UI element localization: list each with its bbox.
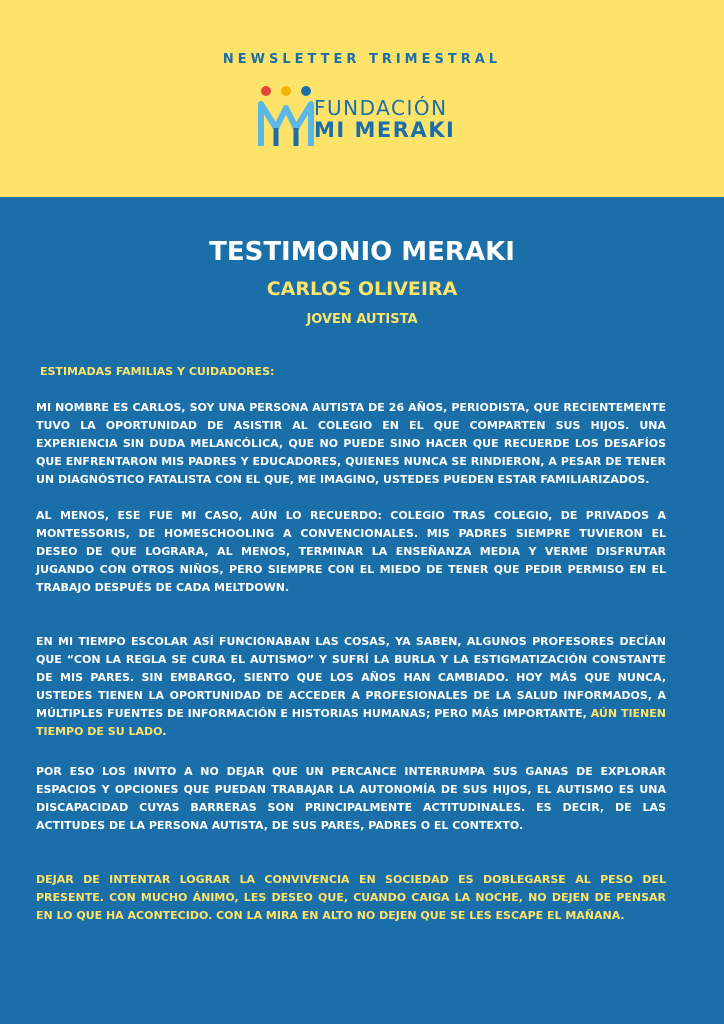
newsletter-label: NEWSLETTER TRIMESTRAL xyxy=(222,52,502,67)
foundation-logo xyxy=(258,84,478,150)
closing-paragraph: DEJAR DE INTENTAR LOGRAR LA CONVIVENCIA EN SOCIEDAD ES DOBLEGARSE AL PESO DEL PRESENTE. CON MUCHO ÁNIMO, LES DESEO QUE, CUANDO CAIGA LA NOCHE, NO DEJEN DE PENSAR EN LO QUE HA ACONTECIDO. CON LA MIRA EN ALTO NO DEJEN QUE SE LES ESCAPE EL MAÑANA. xyxy=(36,873,666,922)
meraki-logo-icon xyxy=(258,84,314,150)
paragraph-1: MI NOMBRE ES CARLOS, SOY UNA PERSONA AUTISTA DE 26 AÑOS, PERIODISTA, QUE RECIENTEMENTE TUVO LA OPORTUNIDAD DE ASISTIR AL COLEGIO EN EL QUE COMPARTEN SUS HIJOS. UNA EXPERIENCIA SIN DUDA MELANCÓLICA, QUE NO PUEDE SINO HACER QUE RECUERDE LOS DESAFÍOS QUE ENFRENTARON MIS PADRES Y EDUCADORES, QUIENES NUNCA SE RINDIERON, A PESAR DE TENER UN DIAGNÓSTICO FATALISTA CON EL QUE, ME IMAGINO, USTEDES PUEDEN ESTAR FAMILIARIZADOS. xyxy=(36,401,666,486)
paragraph-4: POR ESO LOS INVITO A NO DEJAR QUE UN PERCANCE INTERRUMPA SUS GANAS DE EXPLORAR ESPACIOS Y OPCIONES QUE PUEDAN TRABAJAR LA AUTONOMÍA DE SUS HIJOS, EL AUTISMO ES UNA DISCAPACIDAD CUYAS BARRERAS SON PRINCIPALMENTE ACTITUDINALES. ES DECIR, DE LAS ACTITUDES DE LA PERSONA AUTISTA, DE SUS PARES, PADRES O EL CONTEXTO. xyxy=(36,765,666,832)
paragraph-3-end: . xyxy=(162,725,167,738)
logo-line-fundacion: FUNDACIÓN xyxy=(314,96,448,120)
paragraph-3 xyxy=(36,633,666,741)
logo-line-mi-meraki: MI MERAKI xyxy=(314,118,456,142)
paragraph-3-text: EN MI TIEMPO ESCOLAR ASÍ FUNCIONABAN LAS COSAS, YA SABEN, ALGUNOS PROFESORES DECÍAN QUE “CON LA REGLA SE CURA EL AUTISMO” Y SUFRÍ LA BURLA Y LA ESTIGMATIZACIÓN CONSTANTE DE MIS PARES. SIN EMBARGO, SIENTO QUE LOS AÑOS HAN CAMBIADO. HOY MÁS QUE NUNCA, USTEDES TIENEN LA OPORTUNIDAD DE ACCEDER A PROFESIONALES DE LA SALUD INFORMADOS, A MÚLTIPLES FUENTES DE INFORMACIÓN E HISTORIAS HUMANAS; PERO MÁS IMPORTANTE, xyxy=(36,635,666,720)
paragraph-2: AL MENOS, ESE FUE MI CASO, AÚN LO RECUERDO: COLEGIO TRAS COLEGIO, DE PRIVADOS A MONTESSORIS, DE HOMESCHOOLING A CONVENCIONALES. MIS PADRES SIEMPRE TUVIERON EL DESEO DE QUE LOGRARA, AL MENOS, TERMINAR LA ENSEÑANZA MEDIA Y VERME DISFRUTAR JUGANDO CON OTROS NIÑOS, PERO SIEMPRE CON EL MIEDO DE TENER QUE PEDIR PERMISO EN EL TRABAJO DESPUÉS DE CADA MELTDOWN. xyxy=(36,509,666,594)
salutation: ESTIMADAS FAMILIAS Y CUIDADORES: xyxy=(40,365,275,378)
page-title: TESTIMONIO MERAKI xyxy=(209,237,515,267)
logo-wordmark xyxy=(314,98,455,141)
author-role: JOVEN AUTISTA xyxy=(306,312,418,327)
header-band xyxy=(0,0,724,197)
paragraph-3-highlight: AÚN TIENEN TIEMPO DE SU LADO xyxy=(36,707,666,738)
author-name: CARLOS OLIVEIRA xyxy=(266,278,458,300)
